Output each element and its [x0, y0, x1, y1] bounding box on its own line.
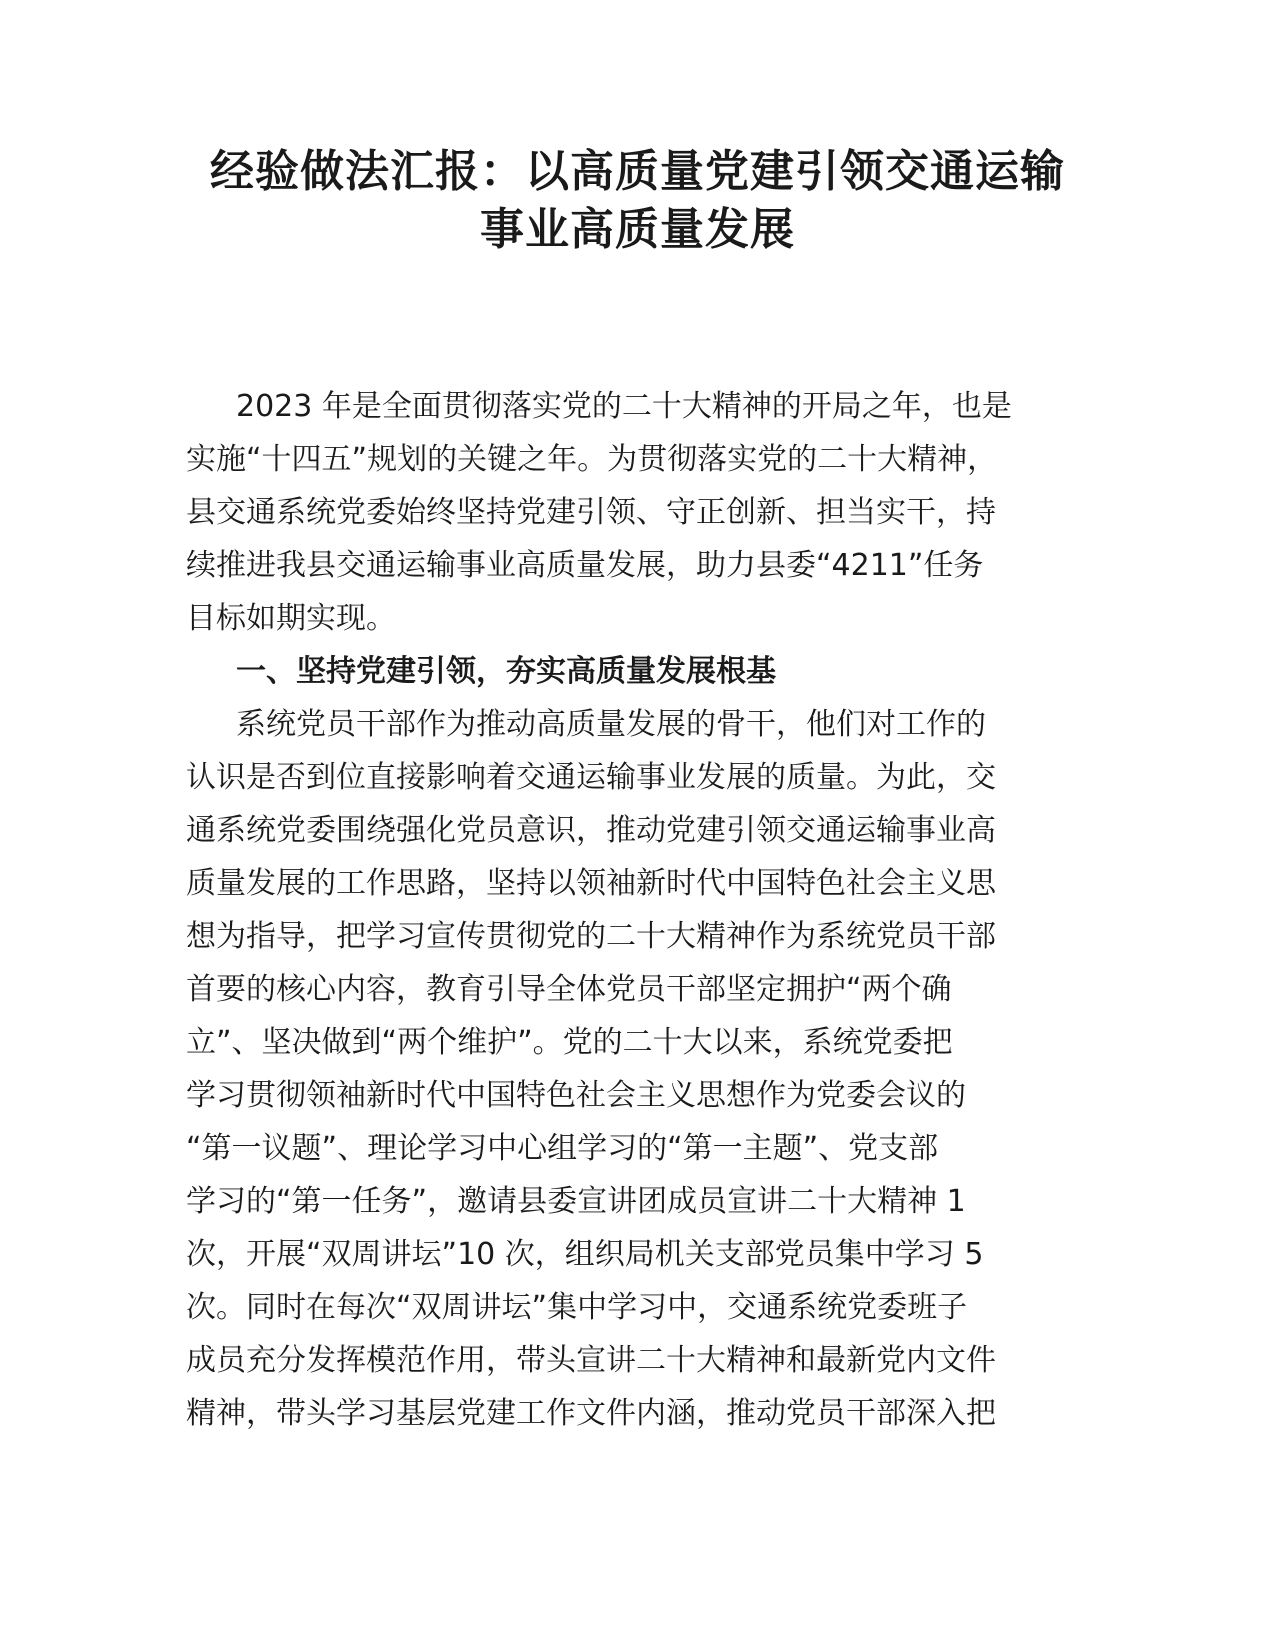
- paragraph-line: 质量发展的工作思路，坚持以领袖新时代中国特色社会主义思: [186, 866, 996, 901]
- paragraph-line: 首要的核心内容，教育引导全体党员干部坚定拥护“两个确: [186, 972, 952, 1007]
- paragraph-line: “第一议题”、理论学习中心组学习的“第一主题”、党支部: [186, 1131, 939, 1166]
- paragraph-line: 认识是否到位直接影响着交通运输事业发展的质量。为此，交: [186, 760, 996, 795]
- paragraph-line: 县交通系统党委始终坚持党建引领、守正创新、担当实干，持: [186, 495, 996, 530]
- paragraph-line: 精神，带头学习基层党建工作文件内涵，推动党员干部深入把: [186, 1396, 996, 1431]
- paragraph-line: 成员充分发挥模范作用，带头宣讲二十大精神和最新党内文件: [186, 1343, 996, 1378]
- document-title: [150, 143, 1125, 259]
- paragraph-line: 目标如期实现。: [186, 601, 396, 636]
- paragraph-line: 学习的“第一任务”，邀请县委宣讲团成员宣讲二十大精神 1: [186, 1184, 966, 1219]
- document-body: [186, 380, 1086, 1440]
- paragraph-line: 2023 年是全面贯彻落实党的二十大精神的开局之年，也是: [236, 389, 1012, 424]
- paragraph-line: 系统党员干部作为推动高质量发展的骨干，他们对工作的: [236, 707, 986, 742]
- paragraph-line: 实施“十四五”规划的关键之年。为贯彻落实党的二十大精神，: [186, 442, 998, 477]
- paragraph-intro: [186, 380, 1086, 645]
- paragraph-line: 立”、坚决做到“两个维护”。党的二十大以来，系统党委把: [186, 1025, 953, 1060]
- section-heading-1: 一、坚持党建引领，夯实高质量发展根基: [236, 654, 776, 689]
- paragraph-line: 通系统党委围绕强化党员意识，推动党建引领交通运输事业高: [186, 813, 996, 848]
- paragraph-line: 续推进我县交通运输事业高质量发展，助力县委“4211”任务: [186, 548, 984, 583]
- paragraph-section-1: [186, 698, 1086, 1440]
- title-line-2: 事业高质量发展: [480, 204, 795, 255]
- paragraph-line: 次，开展“双周讲坛”10 次，组织局机关支部党员集中学习 5: [186, 1237, 984, 1272]
- paragraph-line: 学习贯彻领袖新时代中国特色社会主义思想作为党委会议的: [186, 1078, 966, 1113]
- title-line-1: 经验做法汇报：以高质量党建引领交通运输: [210, 146, 1065, 197]
- paragraph-line: 想为指导，把学习宣传贯彻党的二十大精神作为系统党员干部: [186, 919, 996, 954]
- paragraph-line: 次。同时在每次“双周讲坛”集中学习中，交通系统党委班子: [186, 1290, 968, 1325]
